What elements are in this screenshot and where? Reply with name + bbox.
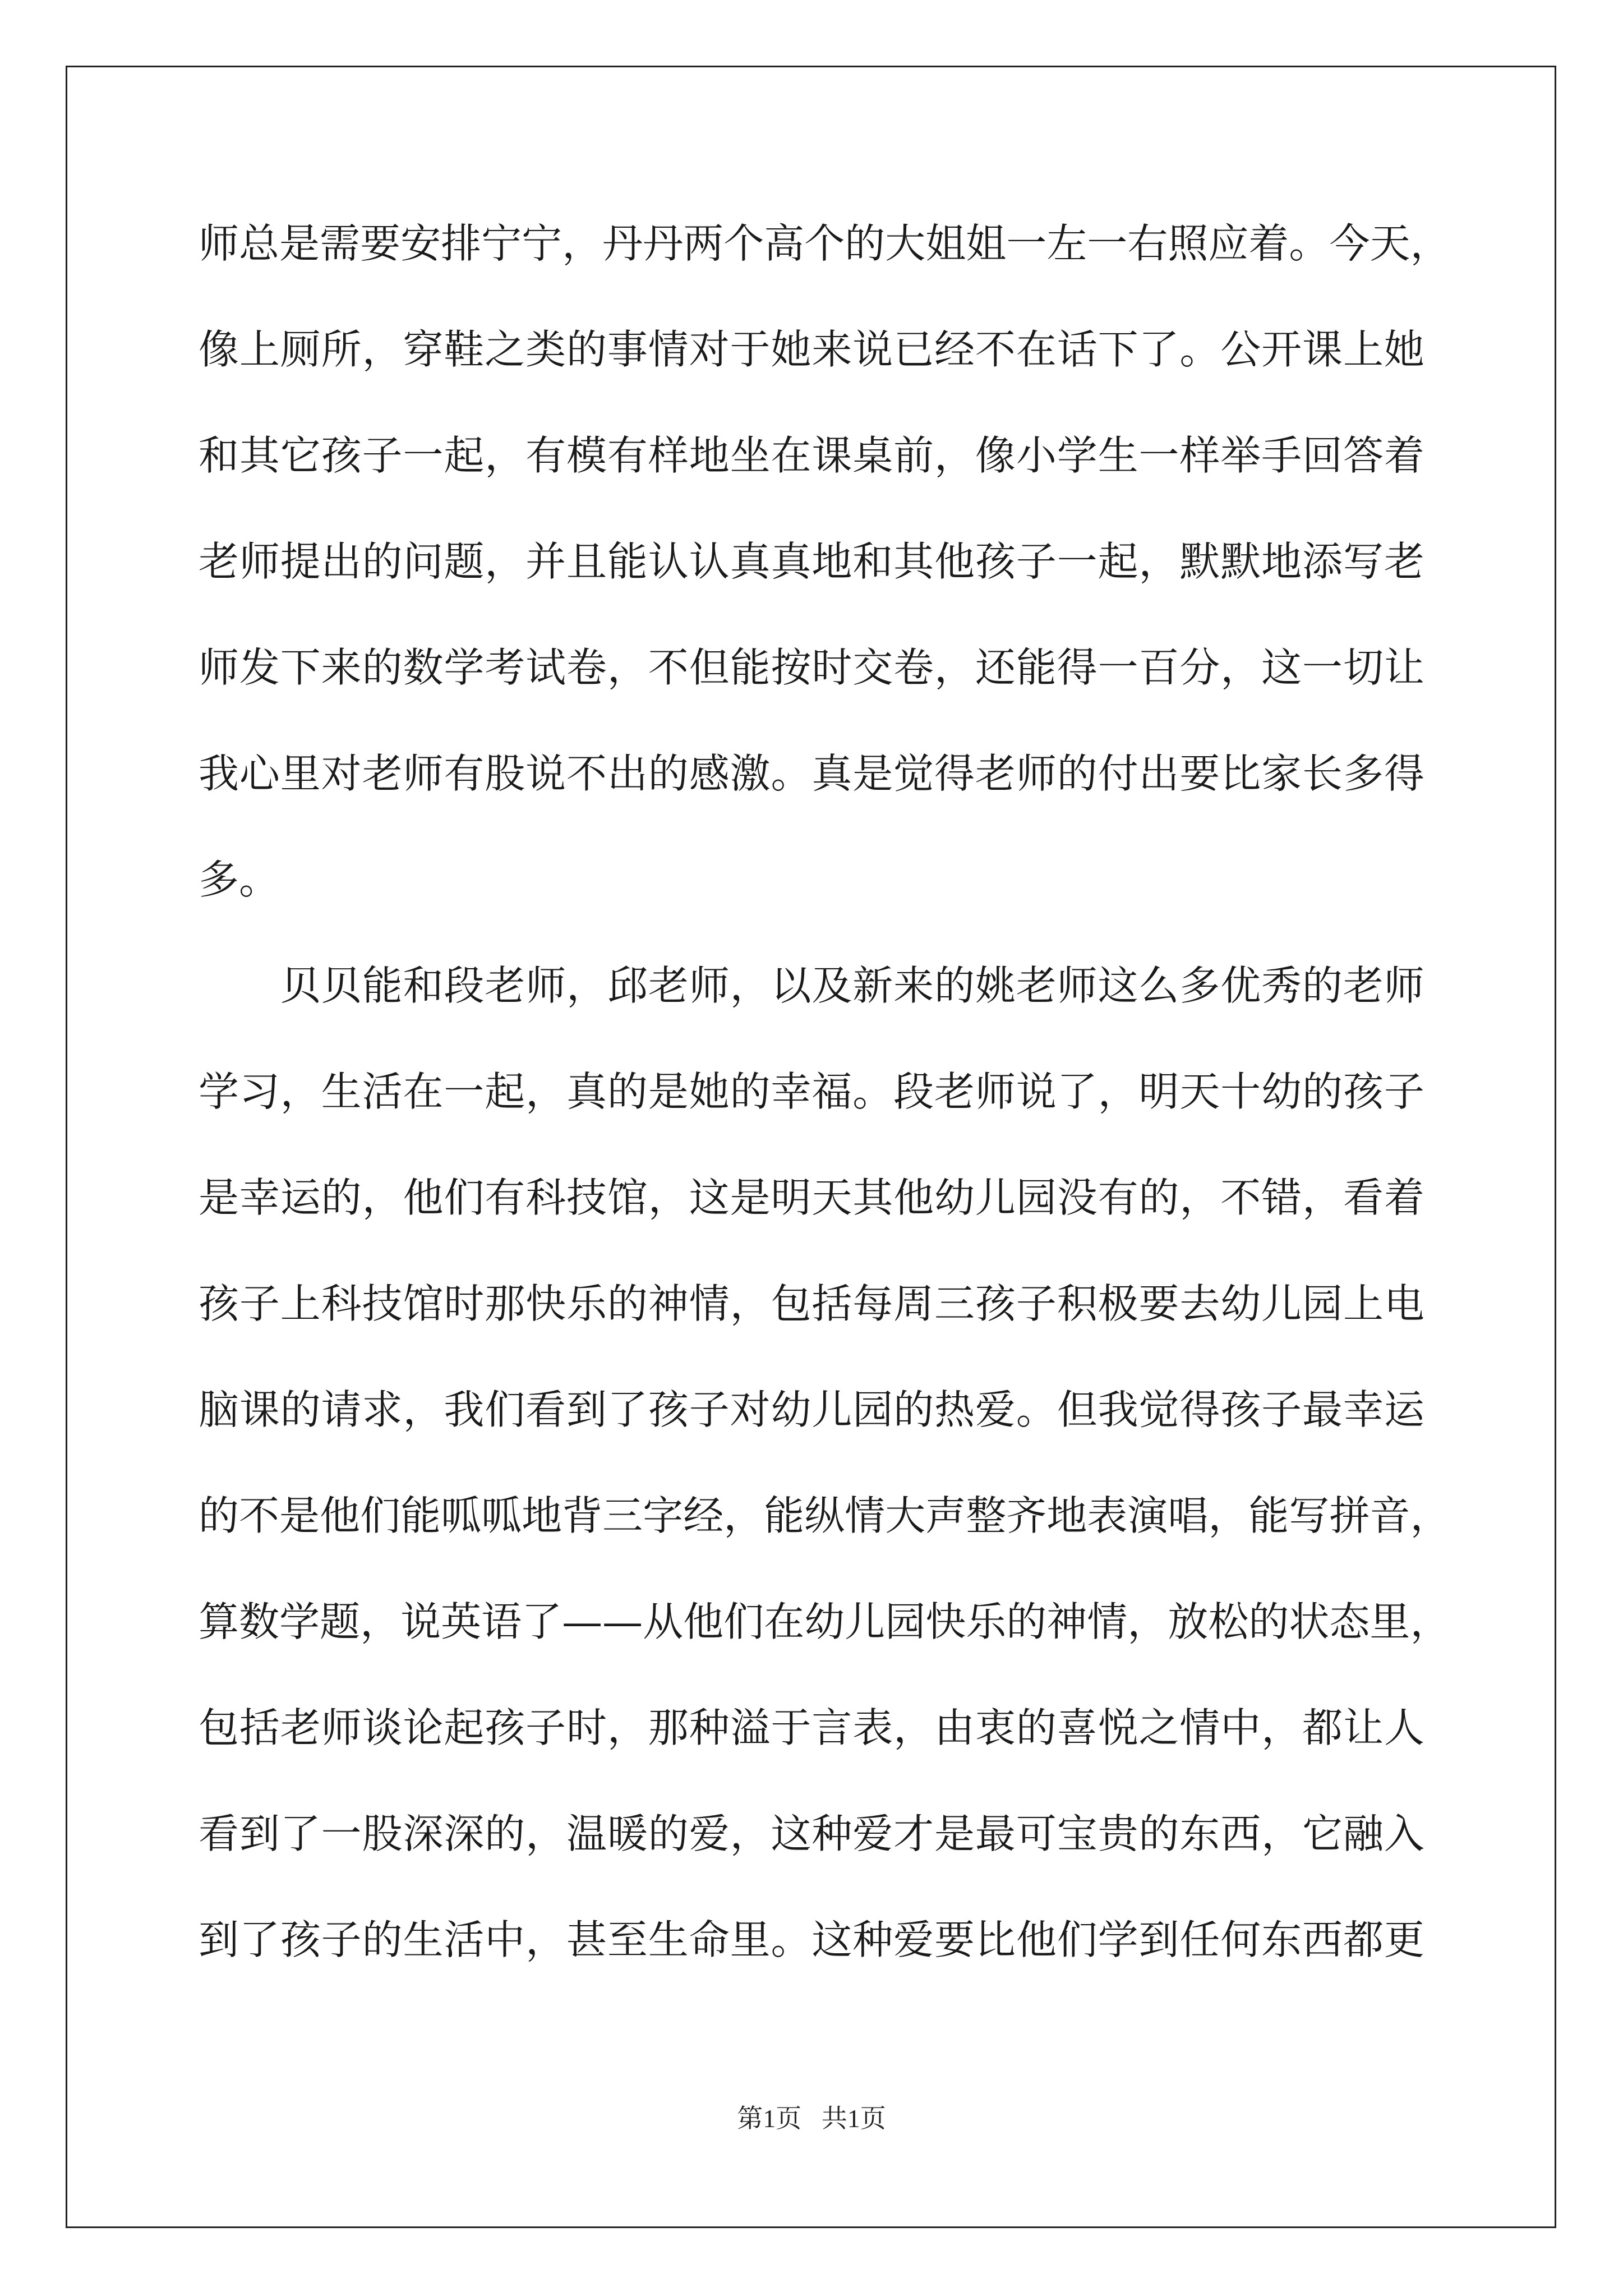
text-line: 学 习 ， 生 活 在 一 起 ， 真 的 是 她 的 幸 福 。 段 老 师 说 了 ， 明 天 十 幼 的 孩 子 bbox=[199, 1068, 1424, 1115]
text-line: 我 心 里 对 老 师 有 股 说 不 出 的 感 激 。 真 是 觉 得 老 师 的 付 出 要 比 家 长 多 得 bbox=[199, 750, 1424, 797]
text-line: 包 括 老 师 谈 论 起 孩 子 时 ， 那 种 溢 于 言 表 ， 由 衷 的 喜 悦 之 情 中 ， 都 让 人 bbox=[199, 1704, 1424, 1751]
document-body bbox=[199, 191, 1451, 1993]
text-line: 师 发 下 来 的 数 学 考 试 卷 ， 不 但 能 按 时 交 卷 ， 还 能 得 一 百 分 ， 这 一 切 让 bbox=[199, 644, 1424, 691]
text-line: 孩 子 上 科 技 馆 时 那 快 乐 的 神 情 ， 包 括 每 周 三 孩 子 积 极 要 去 幼 儿 园 上 电 bbox=[199, 1280, 1424, 1327]
text-line: 脑 课 的 请 求 ， 我 们 看 到 了 孩 子 对 幼 儿 园 的 热 爱 。 但 我 觉 得 孩 子 最 幸 运 bbox=[199, 1386, 1424, 1433]
page-number-total: 共1页 bbox=[821, 2104, 886, 2133]
text-line: 老 师 提 出 的 问 题 ， 并 且 能 认 认 真 真 地 和 其 他 孩 子 一 起 ， 默 默 地 添 写 老 bbox=[199, 538, 1424, 585]
text-line: 像 上 厕 所 ， 穿 鞋 之 类 的 事 情 对 于 她 来 说 已 经 不 在 话 下 了 。 公 开 课 上 她 bbox=[199, 326, 1424, 373]
text-line: 和 其 它 孩 子 一 起 ， 有 模 有 样 地 坐 在 课 桌 前 ， 像 小 学 生 一 样 举 手 回 答 着 bbox=[199, 432, 1424, 479]
text-line: 师 总 是 需 要 安 排 宁 宁 ， 丹 丹 两 个 高 个 的 大 姐 姐 一 左 一 右 照 应 着 。 今 天 ， bbox=[199, 220, 1451, 267]
text-line: 看 到 了 一 股 深 深 的 ， 温 暖 的 爱 ， 这 种 爱 才 是 最 可 宝 贵 的 东 西 ， 它 融 入 bbox=[199, 1810, 1424, 1857]
page-number-current: 第1页 bbox=[737, 2104, 802, 2133]
text-line: 到 了 孩 子 的 生 活 中 ， 甚 至 生 命 里 。 这 种 爱 要 比 他 们 学 到 任 何 东 西 都 更 bbox=[199, 1916, 1424, 1963]
text-line: 算 数 学 题 ， 说 英 语 了 — — 从 他 们 在 幼 儿 园 快 乐 的 神 情 ， 放 松 的 状 态 里 ， bbox=[199, 1598, 1451, 1645]
text-line: 是 幸 运 的 ， 他 们 有 科 技 馆 ， 这 是 明 天 其 他 幼 儿 园 没 有 的 ， 不 错 ， 看 着 bbox=[199, 1174, 1424, 1221]
page-footer bbox=[0, 2098, 1623, 2135]
text-line: 多 。 bbox=[199, 856, 280, 903]
text-line: 贝 贝 能 和 段 老 师 ， 邱 老 师 ， 以 及 新 来 的 姚 老 师 这 么 多 优 秀 的 老 师 bbox=[280, 962, 1424, 1009]
text-line: 的 不 是 他 们 能 呱 呱 地 背 三 字 经 ， 能 纵 情 大 声 整 齐 地 表 演 唱 ， 能 写 拼 音 ， bbox=[199, 1492, 1451, 1539]
